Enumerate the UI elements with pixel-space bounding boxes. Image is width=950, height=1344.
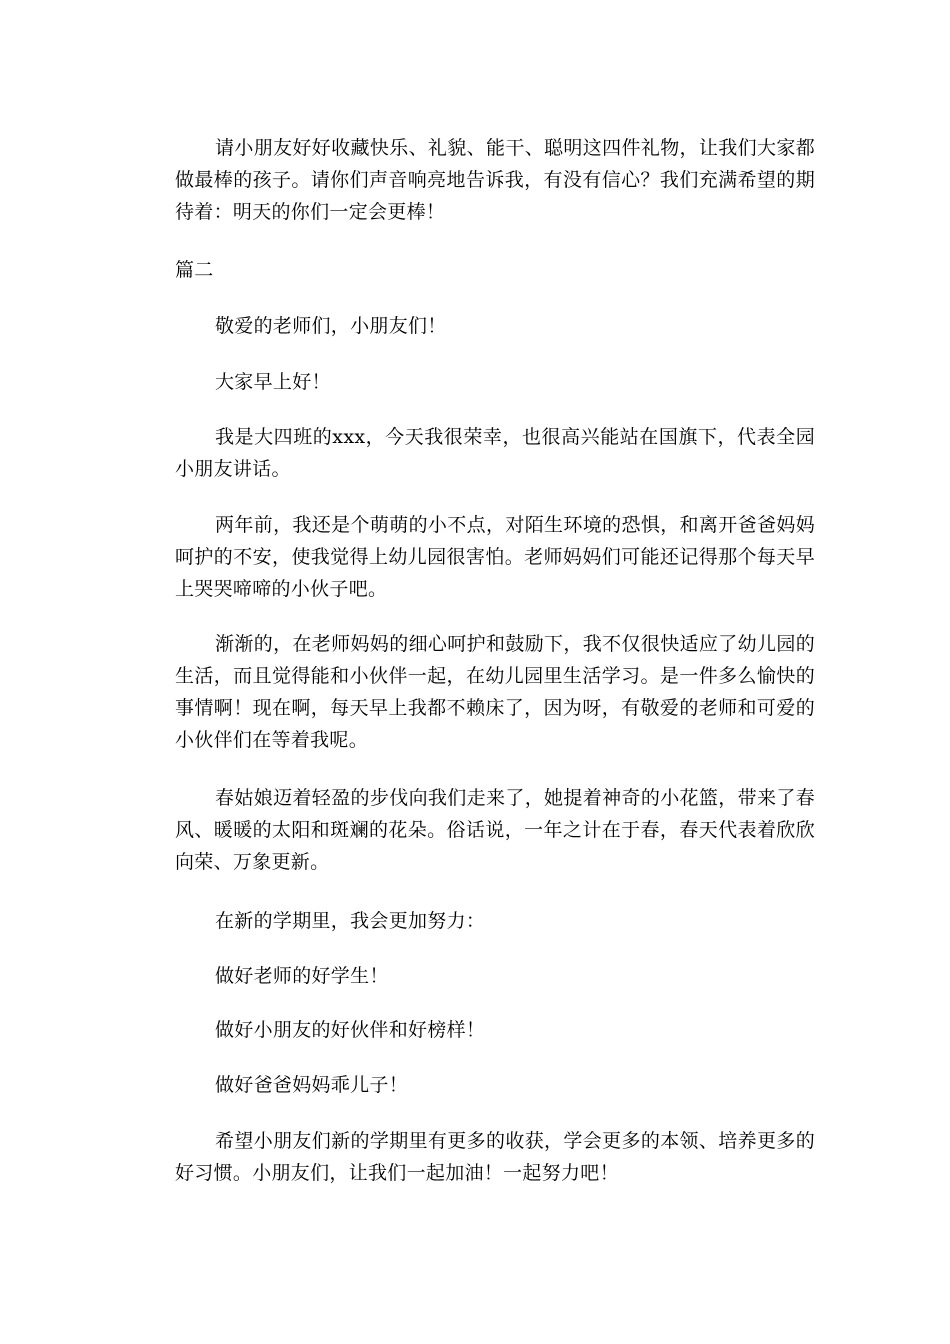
section-heading: 篇二 [175,259,214,281]
paragraph-gift-closing: 请小朋友好好收藏快乐、礼貌、能干、聪明这四件礼物，让我们大家都做最棒的孩子。请你们声音响亮地告诉我，有没有信心？我们充满希望的期待着：明天的你们一定会更棒！ [175,137,815,223]
paragraph-greeting: 大家早上好！ [215,371,331,393]
paragraph-hope: 希望小朋友们新的学期里有更多的收获，学会更多的本领、培养更多的好习惯。小朋友们，让我们一起加油！一起努力吧！ [175,1130,815,1184]
paragraph-gradually: 渐渐的，在老师妈妈的细心呵护和鼓励下，我不仅很快适应了幼儿园的生活，而且觉得能和小伙伴一起，在幼儿园里生活学习。是一件多么愉快的事情啊！现在啊，每天早上我都不赖床了，因为呀，有敬爱的老师和可爱的小伙伴们在等着我呢。 [175,633,815,751]
paragraph-good-partner: 做好小朋友的好伙伴和好榜样！ [215,1019,486,1041]
paragraph-salutation: 敬爱的老师们，小朋友们！ [215,315,447,337]
paragraph-spring: 春姑娘迈着轻盈的步伐向我们走来了，她提着神奇的小花篮，带来了春风、暖暖的太阳和斑斓的花朵。俗话说，一年之计在于春，春天代表着欣欣向荣、万象更新。 [175,787,815,873]
paragraph-two-years-ago: 两年前，我还是个萌萌的小不点，对陌生环境的恐惧，和离开爸爸妈妈呵护的不安，使我觉得上幼儿园很害怕。老师妈妈们可能还记得那个每天早上哭哭啼啼的小伙子吧。 [175,514,815,600]
paragraph-good-student: 做好老师的好学生！ [215,965,389,987]
paragraph-introduction: 我是大四班的xxx，今天我很荣幸，也很高兴能站在国旗下，代表全园小朋友讲话。 [175,426,815,480]
paragraph-good-son: 做好爸爸妈妈乖儿子！ [215,1074,409,1096]
paragraph-new-semester: 在新的学期里，我会更加努力： [215,910,486,932]
